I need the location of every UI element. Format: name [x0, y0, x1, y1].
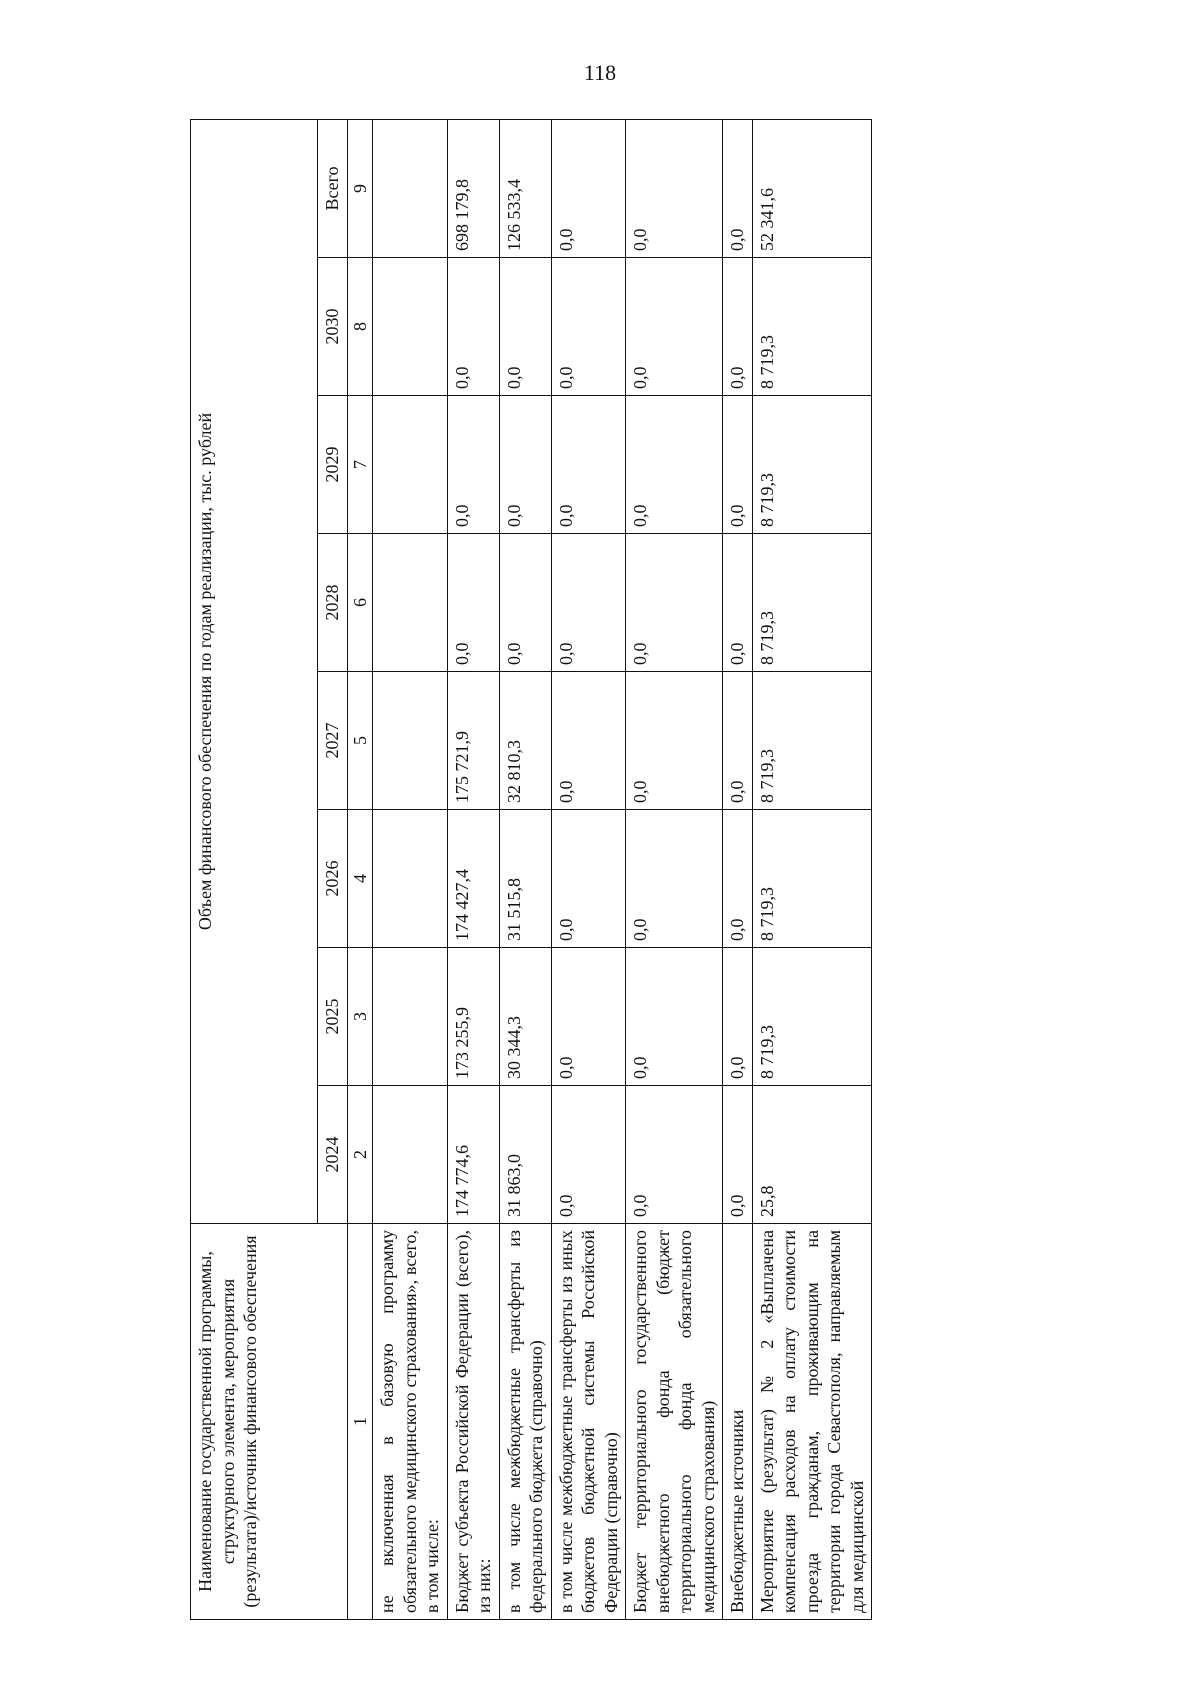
value-cell: 0,0 [626, 1086, 723, 1224]
value-cell: 0,0 [551, 1086, 626, 1224]
value-cell: 0,0 [551, 672, 626, 810]
value-cell: 30 344,3 [499, 948, 551, 1086]
value-cell: 0,0 [723, 810, 753, 948]
column-number: 9 [347, 119, 373, 257]
total-cell: 698 179,8 [447, 119, 499, 257]
value-cell [373, 258, 448, 396]
total-cell: 126 533,4 [499, 119, 551, 257]
value-cell: 0,0 [626, 258, 723, 396]
value-cell: 0,0 [551, 396, 626, 534]
year-header: 2029 [318, 396, 348, 534]
value-cell: 0,0 [499, 534, 551, 672]
value-cell: 0,0 [723, 672, 753, 810]
year-header: 2030 [318, 258, 348, 396]
value-cell: 0,0 [499, 396, 551, 534]
value-cell: 32 810,3 [499, 672, 551, 810]
row-name: Мероприятие (результат) № 2 «Выплачена компенсация расходов на оплату стоимости проезда гражданам, проживающим на территории города Севастополя, направляемым для медицинской [752, 1224, 872, 1620]
value-cell: 0,0 [626, 672, 723, 810]
value-cell [373, 534, 448, 672]
value-cell: 175 721,9 [447, 672, 499, 810]
table-row [551, 119, 626, 1619]
value-cell: 8 719,3 [752, 534, 872, 672]
value-cell: 0,0 [551, 258, 626, 396]
rotated-table-frame [190, 120, 1110, 1620]
table-row [373, 119, 448, 1619]
column-number: 2 [347, 1086, 373, 1224]
value-cell: 0,0 [551, 534, 626, 672]
value-cell: 174 427,4 [447, 810, 499, 948]
value-cell: 0,0 [499, 258, 551, 396]
header-name-cell: Наименование государственной программы, структурного элемента, мероприятия (результата)/источник финансового обеспечения [191, 1224, 348, 1620]
value-cell: 0,0 [723, 1086, 753, 1224]
row-name: в том числе межбюджетные трансферты из иных бюджетов бюджетной системы Российской Федерации (справочно) [551, 1224, 626, 1620]
value-cell [373, 672, 448, 810]
total-header: Всего [318, 119, 348, 257]
value-cell: 174 774,6 [447, 1086, 499, 1224]
value-cell: 0,0 [551, 810, 626, 948]
value-cell: 31 863,0 [499, 1086, 551, 1224]
value-cell: 8 719,3 [752, 258, 872, 396]
value-cell: 31 515,8 [499, 810, 551, 948]
row-name: Внебюджетные источники [723, 1224, 753, 1620]
row-name: Бюджет территориального государственного внебюджетного фонда (бюджет территориального фонда обязательного медицинского страхования) [626, 1224, 723, 1620]
year-header: 2028 [318, 534, 348, 672]
value-cell: 0,0 [447, 396, 499, 534]
value-cell: 0,0 [723, 396, 753, 534]
header-row-1 [191, 119, 318, 1619]
table-row [723, 119, 753, 1619]
column-number: 8 [347, 258, 373, 396]
value-cell: 0,0 [723, 948, 753, 1086]
year-header: 2024 [318, 1086, 348, 1224]
rotated-table-wrapper [190, 120, 1110, 1620]
column-number-row [347, 119, 373, 1619]
table-row [626, 119, 723, 1619]
value-cell: 0,0 [551, 948, 626, 1086]
table-row [447, 119, 499, 1619]
value-cell: 0,0 [626, 948, 723, 1086]
row-name: не включенная в базовую программу обязательного медицинского страхования», всего, в том числе: [373, 1224, 448, 1620]
value-cell: 8 719,3 [752, 396, 872, 534]
row-name: Бюджет субъекта Российской Федерации (всего), из них: [447, 1224, 499, 1620]
total-cell: 0,0 [551, 119, 626, 257]
row-name: в том числе межбюджетные трансферты из федерального бюджета (справочно) [499, 1224, 551, 1620]
financing-table [190, 119, 872, 1620]
table-row [499, 119, 551, 1619]
year-header: 2026 [318, 810, 348, 948]
total-cell: 0,0 [626, 119, 723, 257]
value-cell: 0,0 [723, 258, 753, 396]
total-cell [373, 119, 448, 257]
total-cell: 52 341,6 [752, 119, 872, 257]
value-cell: 0,0 [626, 810, 723, 948]
value-cell [373, 948, 448, 1086]
value-cell [373, 1086, 448, 1224]
total-cell: 0,0 [723, 119, 753, 257]
year-header: 2025 [318, 948, 348, 1086]
value-cell: 0,0 [447, 258, 499, 396]
column-number: 3 [347, 948, 373, 1086]
page-number: 118 [583, 60, 617, 85]
value-cell: 173 255,9 [447, 948, 499, 1086]
header-volume-cell: Объем финансового обеспечения по годам реализации, тыс. рублей [191, 119, 318, 1223]
value-cell: 0,0 [626, 396, 723, 534]
year-header: 2027 [318, 672, 348, 810]
value-cell: 8 719,3 [752, 810, 872, 948]
value-cell [373, 810, 448, 948]
value-cell: 0,0 [723, 534, 753, 672]
value-cell: 8 719,3 [752, 672, 872, 810]
column-number: 5 [347, 672, 373, 810]
value-cell: 0,0 [447, 534, 499, 672]
column-number: 6 [347, 534, 373, 672]
value-cell: 25,8 [752, 1086, 872, 1224]
value-cell: 8 719,3 [752, 948, 872, 1086]
value-cell [373, 396, 448, 534]
column-number: 1 [347, 1224, 373, 1620]
column-number: 4 [347, 810, 373, 948]
table-row [752, 119, 872, 1619]
value-cell: 0,0 [626, 534, 723, 672]
column-number: 7 [347, 396, 373, 534]
